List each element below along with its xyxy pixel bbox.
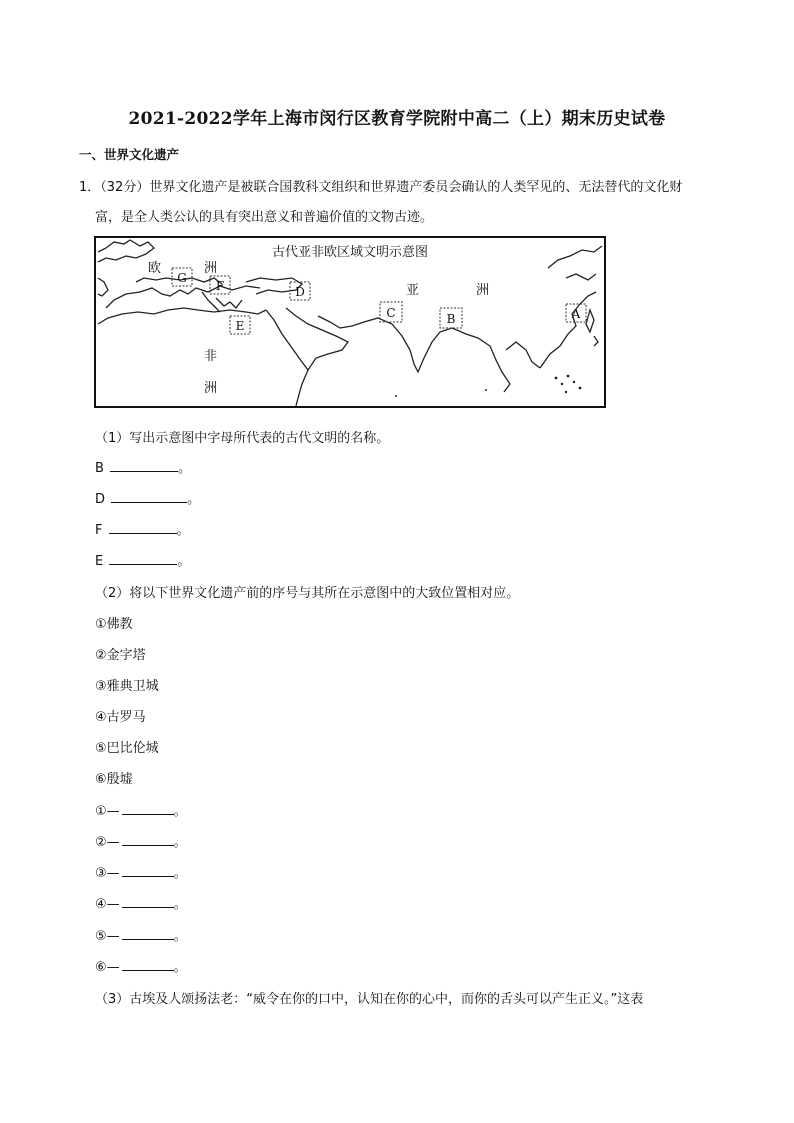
- continent-label-africa-1: 非: [204, 349, 218, 364]
- answer-end: 。: [187, 492, 201, 507]
- continent-label-asia-2: 洲: [476, 283, 490, 298]
- answer-row-f: [95, 519, 190, 538]
- continent-label-africa-2: 洲: [204, 381, 218, 396]
- match-end: 。: [173, 866, 187, 881]
- marker-f: F: [215, 279, 225, 293]
- match-label: ①—: [95, 804, 120, 819]
- match-blank[interactable]: [122, 895, 174, 908]
- answer-blank[interactable]: [109, 552, 177, 565]
- match-blank[interactable]: [122, 958, 174, 971]
- match-blank[interactable]: [122, 927, 174, 940]
- option-item: ⑤巴比伦城: [95, 741, 159, 756]
- match-blank[interactable]: [122, 864, 174, 877]
- subquestion-2-prompt: （2）将以下世界文化遗产前的序号与其所在示意图中的大致位置相对应。: [95, 586, 520, 601]
- match-blank[interactable]: [122, 802, 174, 815]
- match-label: ②—: [95, 835, 120, 850]
- match-blank[interactable]: [122, 833, 174, 846]
- answer-blank[interactable]: [111, 490, 187, 503]
- match-label: ⑥—: [95, 960, 120, 975]
- continent-label-europe-1: 欧: [148, 261, 162, 276]
- match-end: 。: [173, 897, 187, 912]
- civilization-map: [94, 236, 606, 408]
- subquestion-1-prompt: （1）写出示意图中字母所代表的古代文明的名称。: [95, 431, 390, 446]
- answer-letter: B: [95, 461, 104, 476]
- match-row: [95, 831, 187, 850]
- answer-row-e: [95, 550, 190, 569]
- marker-c: C: [386, 306, 396, 320]
- match-end: 。: [173, 929, 187, 944]
- page-title: 2021-2022学年上海市闵行区教育学院附中高二（上）期末历史试卷: [128, 109, 666, 129]
- match-end: 。: [173, 835, 187, 850]
- answer-end: 。: [177, 554, 191, 569]
- match-row: [95, 925, 187, 944]
- match-end: 。: [173, 960, 187, 975]
- option-item: ②金字塔: [95, 648, 146, 663]
- answer-end: 。: [178, 461, 192, 476]
- answer-row-b: [95, 457, 191, 476]
- marker-g: G: [177, 271, 187, 285]
- map-coastlines: [98, 240, 602, 392]
- answer-blank[interactable]: [110, 459, 178, 472]
- continent-label-europe-2: 洲: [204, 261, 218, 276]
- answer-letter: D: [95, 492, 106, 507]
- map-islands: [395, 375, 581, 397]
- match-label: ③—: [95, 866, 120, 881]
- match-row: [95, 800, 187, 819]
- answer-row-d: [95, 488, 200, 507]
- match-row: [95, 893, 187, 912]
- option-item: ①佛教: [95, 617, 133, 632]
- option-item: ③雅典卫城: [95, 679, 159, 694]
- marker-e: E: [235, 319, 245, 333]
- answer-letter: E: [95, 554, 104, 569]
- match-label: ⑤—: [95, 929, 120, 944]
- section-heading: 一、世界文化遗产: [79, 147, 180, 162]
- answer-end: 。: [176, 523, 190, 538]
- match-row: [95, 862, 187, 881]
- continent-label-asia-1: 亚: [406, 283, 420, 298]
- match-label: ④—: [95, 897, 120, 912]
- question-intro-line1: 1．（32分）世界文化遗产是被联合国教科文组织和世界遗产委员会确认的人类罕见的、无法替代的文化财: [79, 180, 683, 195]
- map-drawing: [96, 238, 604, 406]
- answer-blank[interactable]: [109, 521, 177, 534]
- question-intro-line2: 富，是全人类公认的具有突出意义和普遍价值的文物古迹。: [95, 210, 434, 225]
- answer-letter: F: [95, 523, 103, 538]
- marker-a: A: [571, 307, 581, 321]
- marker-d: D: [295, 285, 305, 299]
- subquestion-3-text: （3）古埃及人颂扬法老：“威令在你的口中，认知在你的心中，而你的舌头可以产生正义。”这表: [95, 992, 644, 1007]
- option-item: ④古罗马: [95, 710, 146, 725]
- map-title: 古代亚非欧区域文明示意图: [271, 245, 429, 260]
- marker-b: B: [446, 312, 456, 326]
- match-end: 。: [173, 804, 187, 819]
- match-row: [95, 956, 187, 975]
- option-item: ⑥殷墟: [95, 772, 133, 787]
